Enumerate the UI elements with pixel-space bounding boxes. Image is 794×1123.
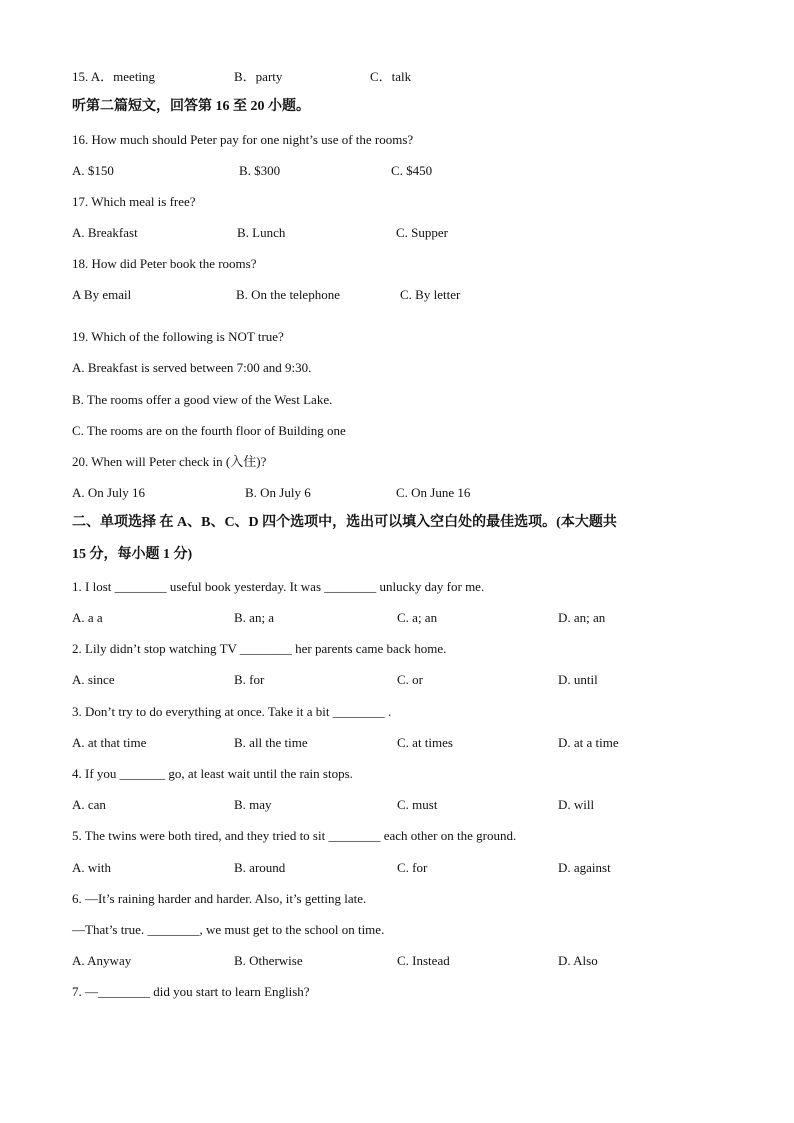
q18-option-b: B. On the telephone [236,287,340,302]
q18-option-a: A By email [72,287,132,302]
mc5-option-b: B. around [234,860,286,875]
mc6-option-c: C. Instead [397,953,450,968]
mc7-stem: 7. —________ did you start to learn English? [72,984,310,999]
mc2-option-a: A. since [72,672,115,687]
mc2-option-d: D. until [558,672,598,687]
q19-option-a: A. Breakfast is served between 7:00 and 9:30. [72,360,312,375]
mc1-stem: 1. I lost ________ useful book yesterday. It was ________ unlucky day for me. [72,579,485,594]
mc5-option-d: D. against [558,860,611,875]
q16-option-c: C. $450 [391,163,433,178]
mc1-option-c: C. a; an [397,610,438,625]
section2-heading-line1: 二、单项选择 在 A、B、C、D 四个选项中，选出可以填入空白处的最佳选项。(本大题共 [72,515,617,530]
passage2-heading: 听第二篇短文，回答第 16 至 20 小题。 [72,99,310,114]
q15-option-c: C．talk [370,69,412,84]
q17-option-a: A. Breakfast [72,225,138,240]
mc5-option-a: A. with [72,860,111,875]
mc3-option-d: D. at a time [558,735,619,750]
mc3-option-b: B. all the time [234,735,308,750]
q15-option-a: 15. A．meeting [72,69,156,84]
q19-option-b: B. The rooms offer a good view of the West Lake. [72,392,333,407]
mc4-option-d: D. will [558,797,595,812]
q20-option-a: A. On July 16 [72,485,145,500]
mc2-option-c: C. or [397,672,423,687]
mc5-stem: 5. The twins were both tired, and they tried to sit ________ each other on the ground. [72,828,517,843]
mc3-stem: 3. Don’t try to do everything at once. Take it a bit ________ . [72,704,392,719]
q16-option-a: A. $150 [72,163,114,178]
mc6-option-a: A. Anyway [72,953,132,968]
mc4-option-a: A. can [72,797,106,812]
mc6-line2: —That’s true. ________, we must get to the school on time. [72,922,385,937]
q17-stem: 17. Which meal is free? [72,194,196,209]
q19-stem: 19. Which of the following is NOT true? [72,329,284,344]
mc6-option-d: D. Also [558,953,598,968]
q16-option-b: B. $300 [239,163,281,178]
q20-option-b: B. On July 6 [245,485,311,500]
section2-heading-line2: 15 分，每小题 1 分) [72,547,193,562]
q16-stem: 16. How much should Peter pay for one night’s use of the rooms? [72,132,414,147]
mc6-option-b: B. Otherwise [234,953,303,968]
mc6-line1: 6. —It’s raining harder and harder. Also, it’s getting late. [72,891,367,906]
mc4-stem: 4. If you _______ go, at least wait until the rain stops. [72,766,353,781]
mc1-option-a: A. a a [72,610,103,625]
mc2-option-b: B. for [234,672,265,687]
q18-stem: 18. How did Peter book the rooms? [72,256,257,271]
mc3-option-c: C. at times [397,735,453,750]
mc1-option-b: B. an; a [234,610,275,625]
mc1-option-d: D. an; an [558,610,606,625]
mc3-option-a: A. at that time [72,735,147,750]
q17-option-c: C. Supper [396,225,448,240]
q20-option-c: C. On June 16 [396,485,471,500]
q19-option-c: C. The rooms are on the fourth floor of Building one [72,423,346,438]
q18-option-c: C. By letter [400,287,461,302]
mc5-option-c: C. for [397,860,428,875]
q20-stem: 20. When will Peter check in (入住)? [72,454,267,469]
q15-option-b: B．party [234,69,283,84]
q17-option-b: B. Lunch [237,225,286,240]
mc4-option-c: C. must [397,797,438,812]
mc2-stem: 2. Lily didn’t stop watching TV ________ her parents came back home. [72,641,447,656]
mc4-option-b: B. may [234,797,272,812]
